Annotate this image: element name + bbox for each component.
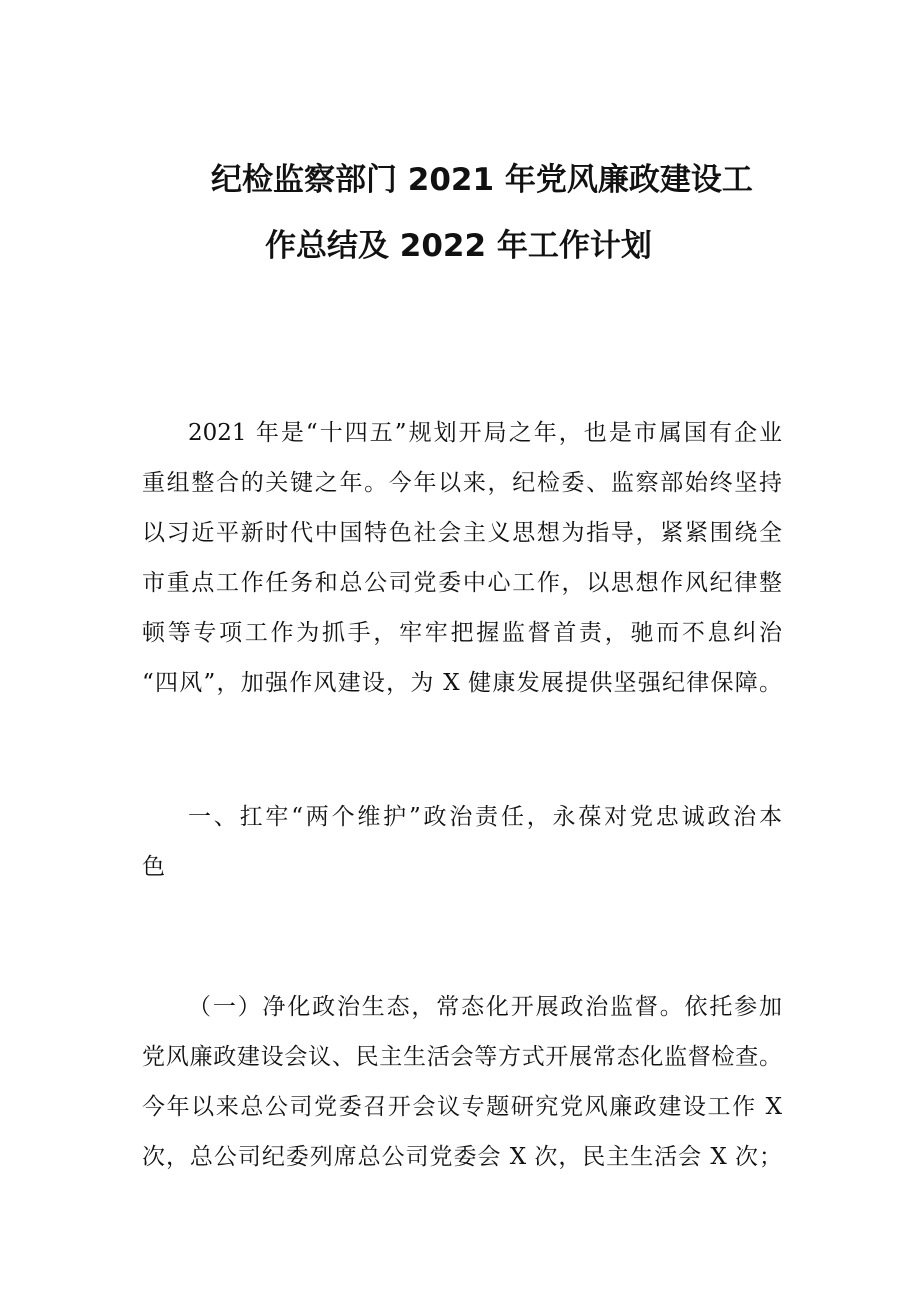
paragraph-section-1-1 xyxy=(142,982,782,1182)
paragraph-line: 以习近平新时代中国特色社会主义思想为指导，紧紧围绕全 xyxy=(142,520,782,546)
heading-line: 一、扛牢“两个维护”政治责任，永葆对党忠诚政治本 xyxy=(188,804,782,830)
section-heading-1 xyxy=(142,792,782,892)
paragraph-line: （一）净化政治生态，常态化开展政治监督。依托参加 xyxy=(188,994,782,1020)
paragraph-line: 今年以来总公司党委召开会议专题研究党风廉政建设工作 X xyxy=(142,1094,782,1120)
paragraph-line: 次，总公司纪委列席总公司党委会 X 次，民主生活会 X 次； xyxy=(142,1144,782,1170)
paragraph-line: 党风廉政建设会议、民主生活会等方式开展常态化监督检查。 xyxy=(142,1044,782,1070)
paragraph-line: “四风”，加强作风建设，为 X 健康发展提供坚强纪律保障。 xyxy=(142,670,782,696)
paragraph-line: 重组整合的关键之年。今年以来，纪检委、监察部始终坚持 xyxy=(142,470,782,496)
document-title-line-1: 纪检监察部门 2021 年党风廉政建设工 xyxy=(211,162,753,198)
heading-line: 色 xyxy=(142,854,165,880)
paragraph-line: 顿等专项工作为抓手，牢牢把握监督首责，驰而不息纠治 xyxy=(142,620,782,646)
paragraph-intro xyxy=(142,408,782,708)
paragraph-line: 市重点工作任务和总公司党委中心工作，以思想作风纪律整 xyxy=(142,570,782,596)
paragraph-line: 2021 年是“十四五”规划开局之年，也是市属国有企业 xyxy=(188,420,782,446)
document-title-line-2: 作总结及 2022 年工作计划 xyxy=(265,228,652,264)
